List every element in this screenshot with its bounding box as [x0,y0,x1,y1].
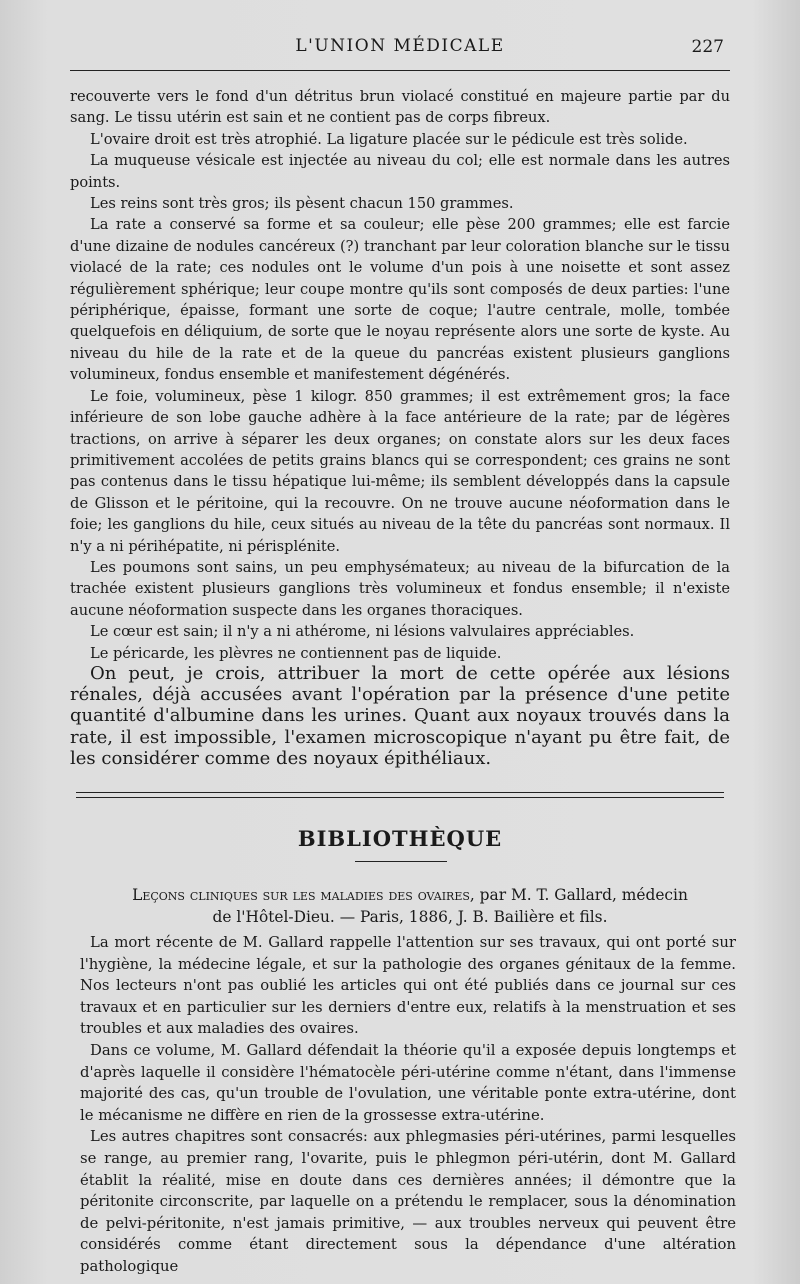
paragraph: Le foie, volumineux, pèse 1 kilogr. 850 grammes; il est extrêmement gros; la face inférieure de son lobe gauche adhère à la face antérieure de la rate; par de légères tractions, on arrive à séparer les deux organes; on constate alors sur les deux faces primitivement accolées de petits grains blancs qui se correspondent; ces grains ne sont pas contenus dans le tissu hépatique lui-même; ils semblent développés dans la capsule de Glisson et le péritoine, qui la recouvre. On ne trouve aucune néoformation dans le foie; les ganglions du hile, ceux situés au niveau de la tête du pancréas sont normaux. Il n'y a ni périhépatite, ni périsplénite. [70,387,730,555]
paragraph: recouverte vers le fond d'un détritus brun violacé constitué en majeure partie par du sang. Le tissu utérin est sain et ne contient pas de corps fibreux. [70,88,730,127]
paragraph: Les reins sont très gros; ils pèsent chacun 150 grammes. [90,195,514,213]
paragraph: Le péricarde, les plèvres ne contiennent pas de liquide. [90,644,502,662]
section-title-rule [355,861,447,862]
paragraph: Dans ce volume, M. Gallard défendait la théorie qu'il a exposée depuis longtemps et d'après laquelle il considère l'hématocèle péri-utérine comme n'étant, dans l'immense majorité des cas, qu'un trouble de l'ovulation, une véritable ponte extra-utérine, dont le mécanisme ne diffère en rien de la grossesse extra-utérine. [80,1041,736,1124]
section-title: BIBLIOTHÈQUE [297,826,503,851]
book-review [80,932,736,1278]
page-number: 227 [691,37,724,57]
paragraph: La muqueuse vésicale est injectée au niveau du col; elle est normale dans les autres points. [70,152,730,191]
book-entry [96,884,724,928]
book-title: Leçons cliniques sur les maladies des ovaires [132,886,470,904]
paragraph: Les autres chapitres sont consacrés: aux phlegmasies péri-utérines, parmi lesquelles se range, au premier rang, l'ovarite, puis le phlegmon péri-utérin, dont M. Gallard établit la réalité, mise en doute dans ces dernières années; il démontre que la péritonite circonscrite, par laquelle on a prétendu le remplacer, sous la dénomination de pelvi-péritonite, n'est jamais primitive, — aux troubles nerveux qui peuvent être considérés comme étant directement sous la dépendance d'une altération pathologique [80,1128,736,1275]
header-rule [70,70,730,71]
book-imprint: de l'Hôtel-Dieu. — Paris, 1886, J. B. Bailière et fils. [212,908,608,926]
paragraph: Le cœur est sain; il n'y a ni athérome, ni lésions valvulaires appréciables. [90,623,635,641]
book-byline: , par M. T. Gallard, médecin [469,886,688,904]
paragraph: La rate a conservé sa forme et sa couleur; elle pèse 200 grammes; elle est farcie d'une dizaine de nodules cancéreux (?) tranchant par leur coloration blanche sur le tissu violacé de la rate; ces nodules ont le volume d'un pois à une noisette et sont assez régulièrement sphérique; leur coupe montre qu'ils sont composés de deux parties: l'une périphérique, épaisse, formant une sorte de coque; l'autre centrale, molle, tombée quelquefois en déliquium, de sorte que le noyau représente alors une sorte de kyste. Au niveau du hile de la rate et de la queue du pancréas existent plusieurs ganglions volumineux, fondus ensemble et manifestement dégénérés. [70,216,730,384]
section-divider [76,792,724,798]
paragraph: La mort récente de M. Gallard rappelle l'attention sur ses travaux, qui ont porté sur l'hygiène, la médecine légale, et sur la pathologie des organes génitaux de la femme. Nos lecteurs n'ont pas oublié les articles qui ont été publiés dans ce journal sur ces travaux et en particulier sur les derniers d'entre eux, relatifs à la menstruation et ses troubles et aux maladies des ovaires. [80,934,736,1038]
page-header [0,36,800,66]
conclusion-paragraph: On peut, je crois, attribuer la mort de cette opérée aux lésions rénales, déjà accusées avant l'opération par la présence d'une petite quantité d'albumine dans les urines. Quant aux noyaux trouvés dans la rate, il est impossible, l'examen microscopique n'ayant pu être fait, de les considérer comme des noyaux épithéliaux. [70,663,730,769]
paragraph: Les poumons sont sains, un peu emphysémateux; au niveau de la bifurcation de la trachée existent plusieurs ganglions très volumineux et fondus ensemble; il n'existe aucune néoformation suspecte dans les organes thoraciques. [70,558,730,619]
autopsy-report [70,86,730,664]
running-title: L'UNION MÉDICALE [295,36,505,56]
conclusion [70,663,730,769]
paragraph: L'ovaire droit est très atrophié. La ligature placée sur le pédicule est très solide. [90,130,688,148]
